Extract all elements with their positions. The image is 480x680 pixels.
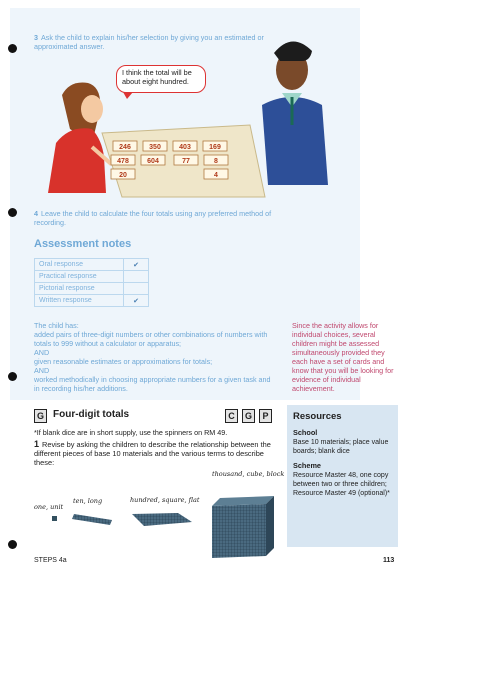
man-hair (274, 41, 312, 61)
unit-label: one, unit (34, 503, 64, 511)
assessment-table (34, 258, 149, 307)
hundred-label: hundred, square, flat (130, 496, 200, 504)
step-text: Revise by asking the children to describe the relationship between the different pieces of base 10 materials and the various terms to describe these: (34, 440, 271, 467)
assessment-side-note: Since the activity allows for individual choices, several children might be assessed simultaneously provided they each have a set of cards and know that you will be looking for evidence of individual achievement. (292, 321, 394, 393)
resources-panel (287, 405, 398, 547)
table-row (35, 259, 149, 271)
check-mark: ✔ (124, 295, 149, 307)
assessment-heading: Assessment notes (34, 238, 132, 250)
footer-book-title: STEPS 4a (34, 557, 67, 564)
number-card-value: 350 (149, 143, 161, 151)
hundred-flat (132, 513, 192, 526)
criteria-line: AND (34, 348, 50, 357)
step-number: 3 (34, 33, 38, 42)
man-jumper (262, 97, 328, 185)
page-number: 113 (383, 557, 395, 564)
binder-hole (8, 372, 17, 381)
step-text: Leave the child to calculate the four totals using any preferred method of recording. (34, 209, 272, 227)
step-text: Ask the child to explain his/her selection by giving you an estimated or approximated answer. (34, 33, 264, 51)
criteria-line: The child has: (34, 321, 79, 330)
school-text: Base 10 materials; place value boards; blank dice (293, 439, 389, 455)
number-card-value: 77 (182, 157, 190, 165)
number-card-value: 478 (117, 157, 129, 165)
row-label: Practical response (35, 271, 124, 283)
check-mark: ✔ (124, 259, 149, 271)
thousand-cube-side (266, 496, 274, 556)
thousand-cube-front (212, 504, 266, 558)
step-1-instruction (34, 440, 284, 467)
classroom-illustration (30, 25, 360, 200)
assessment-criteria (34, 321, 274, 393)
speech-text: I think the total will be about eight hundred. (122, 68, 192, 86)
mode-badge-g: G (242, 409, 255, 423)
mode-badge-p: P (259, 409, 272, 423)
speech-bubble (116, 65, 206, 93)
base-10-blocks-illustration (30, 480, 285, 560)
scheme-label: Scheme (293, 461, 321, 470)
check-mark (124, 283, 149, 295)
number-card-value: 4 (214, 171, 218, 179)
group-badge: G (34, 409, 47, 423)
table-row (35, 295, 149, 307)
criteria-line: given reasonable estimates or approximations for totals; (34, 357, 213, 366)
step-number: 4 (34, 209, 38, 218)
binder-hole (8, 44, 17, 53)
step-number: 1 (34, 439, 40, 449)
thousand-label: thousand, cube, block (212, 470, 285, 478)
girl-face (81, 95, 103, 123)
criteria-line: added pairs of three-digit numbers or other combinations of numbers with totals to 999 without a calculator or apparatus; (34, 330, 268, 348)
row-label: Pictorial response (35, 283, 124, 295)
ten-rod (72, 514, 112, 525)
unit-cube (52, 516, 57, 521)
resources-heading: Resources (293, 411, 342, 422)
row-label: Oral response (35, 259, 124, 271)
number-card-value: 8 (214, 157, 218, 165)
school-label: School (293, 428, 318, 437)
number-card-value: 169 (209, 143, 221, 151)
girl-dress (48, 128, 106, 193)
activity-title: Four-digit totals (53, 409, 130, 420)
binder-hole (8, 540, 17, 549)
step-4-instruction (34, 209, 294, 227)
criteria-line: worked methodically in choosing appropriate numbers for a given task and in recording his/her additions. (34, 375, 271, 393)
table-row (35, 271, 149, 283)
binder-hole (8, 208, 17, 217)
number-card-value: 403 (179, 143, 191, 151)
table-row (35, 283, 149, 295)
mode-badge-c: C (225, 409, 238, 423)
number-card-value: 604 (147, 157, 159, 165)
criteria-line: AND (34, 366, 50, 375)
row-label: Written response (35, 295, 124, 307)
scheme-text: Resource Master 48, one copy between two or three children; Resource Master 49 (optional)* (293, 472, 390, 497)
number-card-value: 20 (119, 171, 127, 179)
check-mark (124, 271, 149, 283)
supply-note: *If blank dice are in short supply, use the spinners on RM 49. (34, 428, 228, 437)
ten-label: ten, long (73, 497, 103, 505)
number-card-value: 246 (119, 143, 131, 151)
